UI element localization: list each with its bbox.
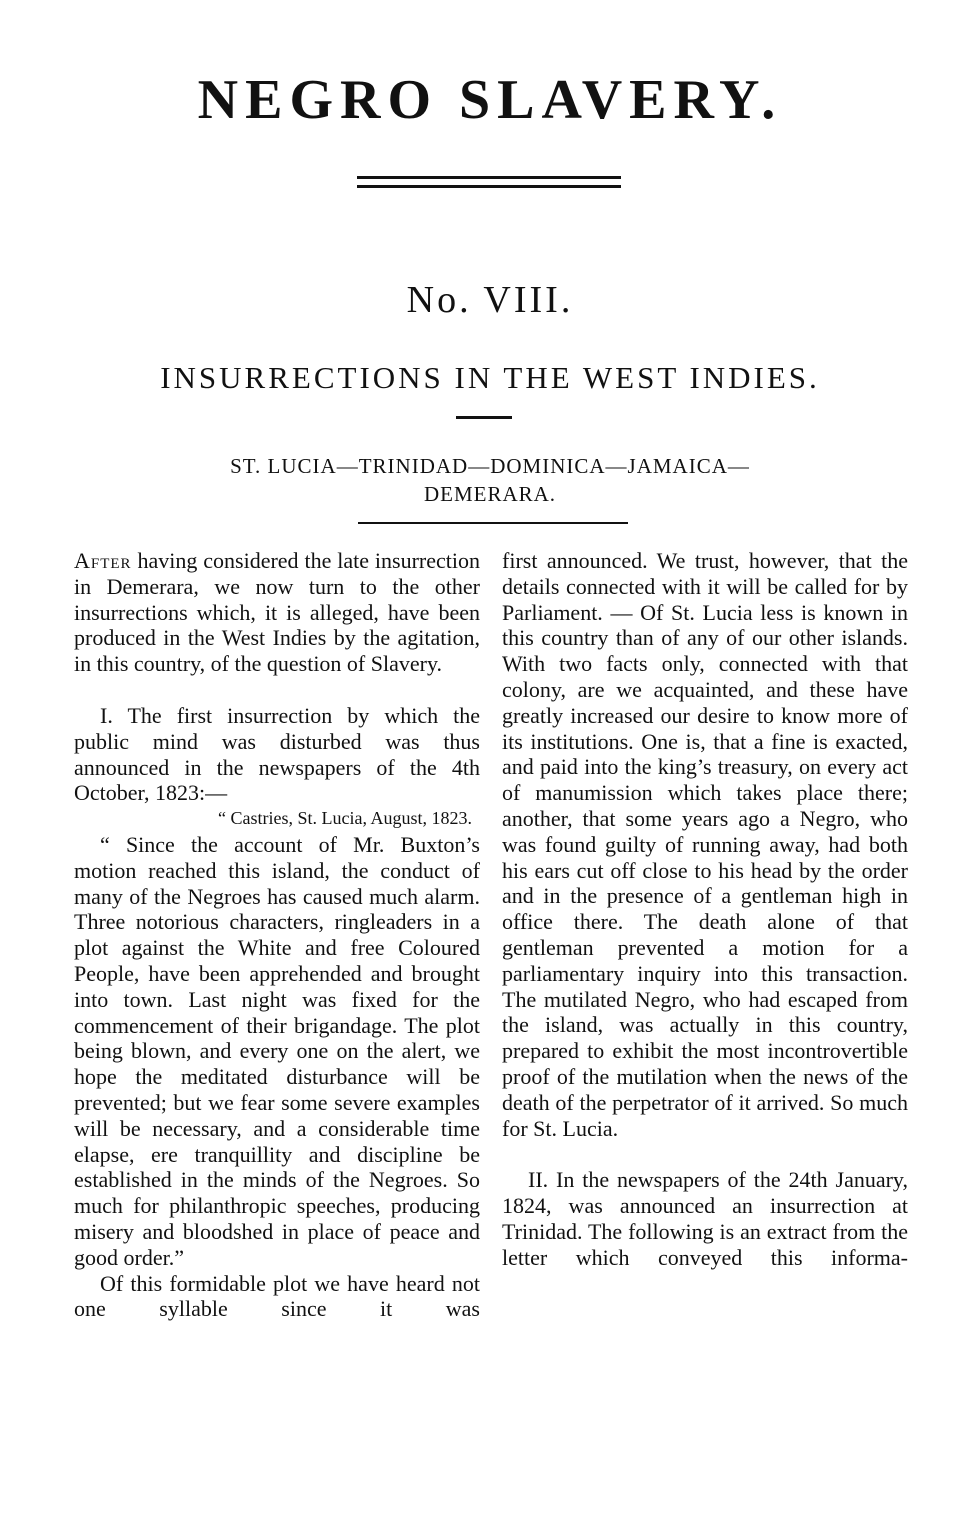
places-line-2: DEMERARA.: [423, 482, 557, 506]
opening-paragraph: [74, 548, 480, 677]
left-column: [74, 548, 480, 1322]
section-two-paragraph: II. In the newspapers of the 24th January, 1824, was announced an insurrection at Trinidad. The following is an extract from the letter which conveyed this informa-: [502, 1167, 908, 1270]
page-title: NEGRO SLAVERY.: [197, 69, 783, 131]
continuation-paragraph: Of this formidable plot we have heard not one syllable since it was: [74, 1270, 480, 1322]
opening-paragraph-text: having considered the late insurrection in Demerara, we now turn to the other insurrections which, it is alleged, have been produced in the West Indies by the agitation, in this country, of the question of Slavery.: [74, 548, 480, 677]
issue-number: No. VIII.: [406, 279, 574, 321]
title-double-rule: [357, 176, 621, 188]
newspaper-quote: “ Since the account of Mr. Buxton’s motion reached this island, the conduct of many of the Negroes has caused much alarm. Three notorious characters, ringleaders in a plot against the White and free Coloured People, have been apprehended and brought into town. Last night was fixed for the commencement of their brigandage. The plot being blown, and every one on the alert, we hope the meditated disturbance will be prevented; but we fear some severe examples will be necessary, and a considerable time elapse, ere tranquillity and discipline be established in the minds of the Negroes. So much for philanthropic speeches, producing misery and bloodshed in place of peace and good order.”: [74, 831, 480, 1270]
section-one-paragraph: I. The first insurrection by which the public mind was disturbed was thus announced in the newspapers of the 4th October, 1823:—: [74, 702, 480, 806]
st-lucia-paragraph: first announced. We trust, however, that the details connected with it will be called for by Parliament. — Of St. Lucia less is known in this country than of any of our other islands. With two facts only, connected with that colony, are we acquainted, and these have greatly increased our desire to know more of its institutions. One is, that a fine is exacted, and paid into the king’s treasury, on every act of manumission which takes place there; another, that some years ago a Negro, who was found guilty of running away, had both his ears cut off close to his head by the order and in the presence of a gentleman high in office there. The death alone of that gentleman prevented a motion for a parliamentary inquiry into this transaction. The mutilated Negro, who had escaped from the island, was actually in this country, prepared to exhibit the most incontrovertible proof of the mutilation when the news of the death of the perpetrator of it arrived. So much for St. Lucia.: [502, 548, 908, 1141]
opening-small-caps-word: After: [74, 548, 132, 573]
places-subtitle: [150, 452, 830, 508]
places-rule: [358, 522, 628, 524]
section-short-rule: [456, 416, 512, 419]
quote-dateline: “ Castries, St. Lucia, August, 1823.: [218, 808, 472, 829]
places-line-1: ST. LUCIA—TRINIDAD—DOMINICA—JAMAICA—: [230, 454, 750, 478]
section-title: INSURRECTIONS IN THE WEST INDIES.: [160, 360, 820, 395]
right-column: [502, 548, 908, 1271]
